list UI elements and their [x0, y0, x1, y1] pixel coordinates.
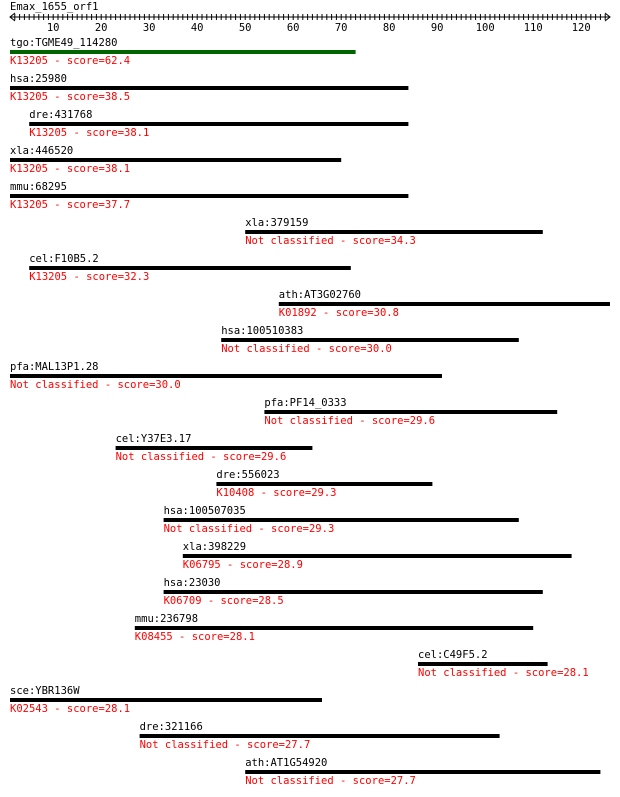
hit-annotation[interactable]: K08455 - score=28.1: [134, 631, 255, 643]
hit-annotation[interactable]: Not classified - score=28.1: [418, 667, 589, 679]
axis-tick-label: 60: [286, 22, 300, 34]
hit-row: [264, 397, 557, 427]
hit-name[interactable]: xla:446520: [10, 145, 74, 157]
hit-bar[interactable]: [216, 482, 432, 486]
axis-tick-label: 80: [382, 22, 396, 34]
hit-annotation[interactable]: K10408 - score=29.3: [216, 487, 337, 499]
hit-name[interactable]: hsa:25980: [10, 73, 67, 85]
axis-tick-label: 50: [238, 22, 252, 34]
hit-name[interactable]: cel:F10B5.2: [29, 253, 99, 265]
hit-bar[interactable]: [10, 194, 408, 198]
hit-row: [10, 73, 408, 103]
hit-annotation[interactable]: K13205 - score=38.5: [10, 91, 131, 103]
hit-annotation[interactable]: K13205 - score=38.1: [10, 163, 131, 175]
hit-row: [10, 181, 408, 211]
axis-tick-label: 20: [94, 22, 108, 34]
hit-annotation[interactable]: Not classified - score=27.7: [139, 739, 311, 751]
hit-name[interactable]: xla:398229: [182, 541, 247, 553]
hit-bar[interactable]: [29, 122, 408, 126]
hit-annotation[interactable]: Not classified - score=29.3: [163, 523, 335, 535]
hit-row: [116, 433, 313, 463]
hit-row: [10, 361, 442, 391]
hit-annotation[interactable]: K13205 - score=32.3: [29, 271, 150, 283]
hit-annotation[interactable]: Not classified - score=29.6: [115, 451, 287, 463]
hit-name[interactable]: pfa:PF14_0333: [264, 397, 347, 409]
hit-name[interactable]: hsa:100510383: [221, 325, 304, 337]
hit-annotation[interactable]: Not classified - score=30.0: [221, 343, 392, 355]
hit-bar[interactable]: [140, 734, 500, 738]
hit-annotation[interactable]: Not classified - score=34.3: [245, 235, 416, 247]
hit-bar[interactable]: [279, 302, 610, 306]
hit-annotation[interactable]: K02543 - score=28.1: [10, 703, 131, 715]
hit-row: [245, 757, 600, 787]
hit-name[interactable]: ath:AT1G54920: [245, 757, 328, 769]
hit-annotation[interactable]: K13205 - score=38.1: [29, 127, 150, 139]
hit-bar[interactable]: [264, 410, 557, 414]
hit-row: [135, 613, 533, 643]
hit-name[interactable]: ath:AT3G02760: [278, 289, 361, 301]
hit-annotation[interactable]: Not classified - score=27.7: [245, 775, 416, 787]
hit-annotation[interactable]: K06795 - score=28.9: [182, 559, 303, 571]
hit-bar[interactable]: [135, 626, 533, 630]
hit-name[interactable]: dre:556023: [216, 469, 280, 481]
hit-annotation[interactable]: Not classified - score=30.0: [10, 379, 181, 391]
hit-row: [29, 109, 408, 139]
hit-annotation[interactable]: K01892 - score=30.8: [278, 307, 399, 319]
hit-bar[interactable]: [245, 770, 600, 774]
query-title: Emax_1655_orf1: [10, 1, 99, 13]
hit-row: [164, 577, 543, 607]
hit-annotation[interactable]: K13205 - score=62.4: [10, 55, 131, 67]
hit-annotation[interactable]: K06709 - score=28.5: [163, 595, 284, 607]
hit-bar[interactable]: [10, 158, 341, 162]
hit-row: [216, 469, 432, 499]
hit-bar[interactable]: [221, 338, 519, 342]
hit-bar[interactable]: [29, 266, 351, 270]
hit-name[interactable]: mmu:236798: [134, 613, 199, 625]
hit-row: [245, 217, 543, 247]
position-axis: [10, 13, 610, 34]
axis-tick-label: 120: [571, 22, 591, 34]
hit-bar[interactable]: [10, 698, 322, 702]
hit-row: [221, 325, 519, 355]
hit-row: [418, 649, 589, 679]
hit-row: [164, 505, 519, 535]
best-hit-bar[interactable]: [10, 50, 356, 54]
hit-row: [10, 145, 341, 175]
hit-name[interactable]: pfa:MAL13P1.28: [10, 361, 99, 373]
axis-tick-label: 100: [475, 22, 495, 34]
axis-tick-label: 110: [523, 22, 543, 34]
hit-list: [10, 37, 610, 787]
hit-bar[interactable]: [164, 518, 519, 522]
hit-name[interactable]: dre:431768: [29, 109, 93, 121]
hit-name[interactable]: dre:321166: [139, 721, 203, 733]
hit-bar[interactable]: [10, 374, 442, 378]
hit-row: [29, 253, 351, 283]
hit-row: [10, 685, 322, 715]
hit-name[interactable]: mmu:68295: [10, 181, 67, 193]
hit-annotation[interactable]: K13205 - score=37.7: [10, 199, 131, 211]
axis-tick-label: 10: [46, 22, 60, 34]
axis-tick-label: 40: [190, 22, 204, 34]
hit-bar[interactable]: [164, 590, 543, 594]
hit-bar[interactable]: [183, 554, 572, 558]
hit-name[interactable]: cel:C49F5.2: [418, 649, 488, 661]
hit-name[interactable]: tgo:TGME49_114280: [10, 37, 118, 49]
hit-row: [183, 541, 572, 571]
hit-name[interactable]: xla:379159: [245, 217, 309, 229]
hit-row: [140, 721, 500, 751]
axis-tick-label: 30: [142, 22, 156, 34]
hit-name[interactable]: hsa:100507035: [163, 505, 246, 517]
hit-bar[interactable]: [116, 446, 313, 450]
hit-bar[interactable]: [245, 230, 543, 234]
hit-bar[interactable]: [418, 662, 548, 666]
hit-name[interactable]: hsa:23030: [163, 577, 221, 589]
hit-name[interactable]: cel:Y37E3.17: [115, 433, 192, 445]
hit-name[interactable]: sce:YBR136W: [10, 685, 80, 697]
hit-annotation[interactable]: Not classified - score=29.6: [264, 415, 436, 427]
axis-tick-label: 70: [334, 22, 348, 34]
hit-row: [279, 289, 610, 319]
hit-bar[interactable]: [10, 86, 408, 90]
hit-row: [10, 37, 356, 67]
axis-tick-label: 90: [430, 22, 444, 34]
